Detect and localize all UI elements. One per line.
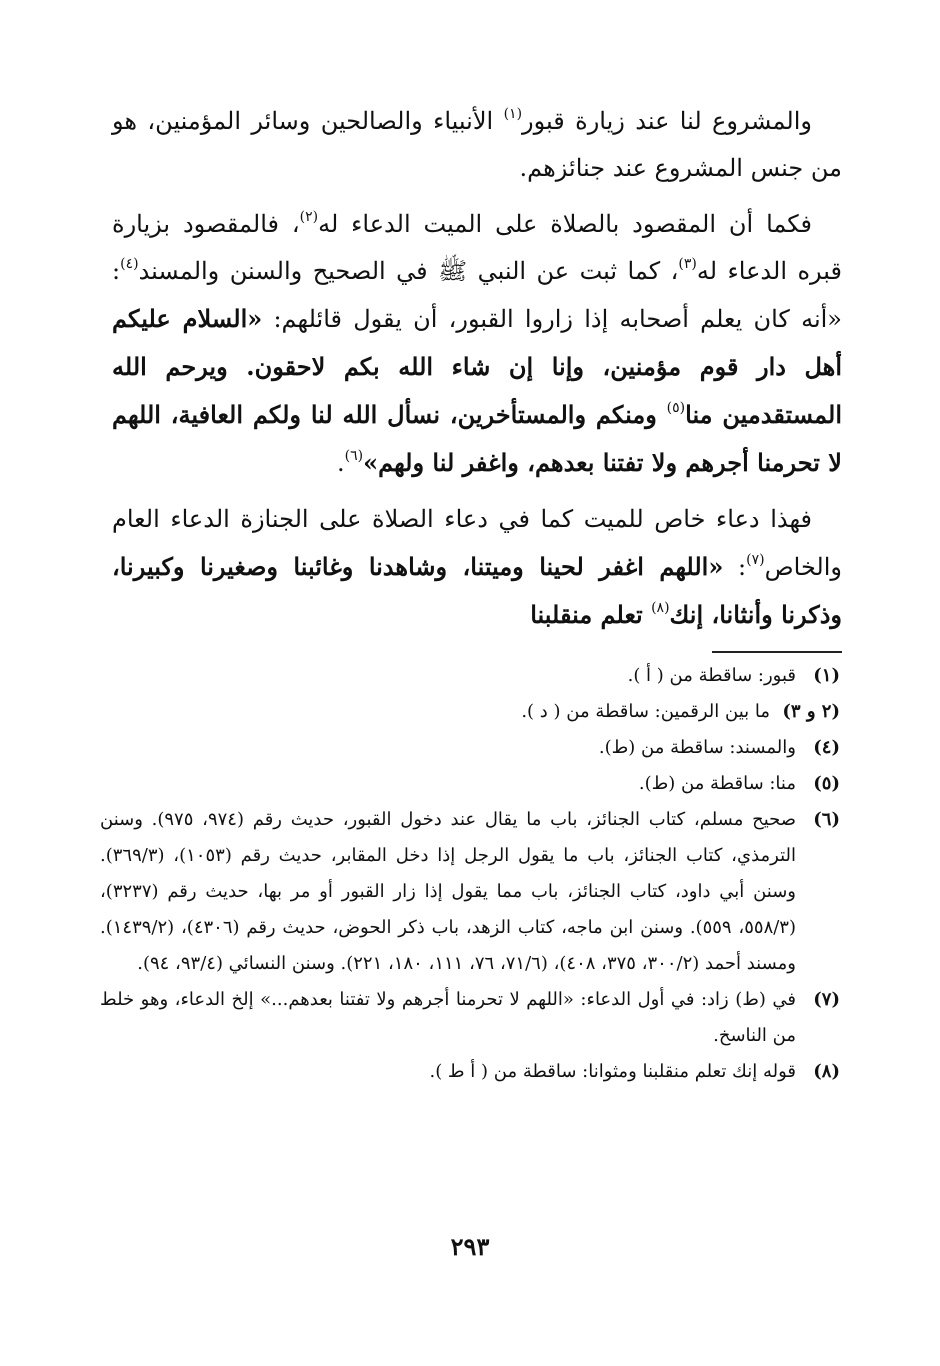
footnote-ref-6[interactable]: (٦) bbox=[344, 448, 364, 464]
footnote-text: صحيح مسلم، كتاب الجنائز، باب ما يقال عند دخول القبور، حديث رقم (٩٧٤، ٩٧٥). وسنن الترمذي، كتاب الجنائز، باب ما يقول الرجل إذا دخل المقابر، حديث رقم (١٠٥٣)، (٣٦٩/٣). وسنن أبي داود، كتاب الجنائز، باب مما يقول إذا زار القبور أو مر بها، حديث رقم (٣٢٣٧)، (٥٥٨/٣، ٥٥٩). وسنن ابن ماجه، كتاب الزهد، باب ذكر الحوض، حديث رقم (٤٣٠٦)، (١٤٣٩/٢). ومسند أحمد (٣٠٠/٢، ٣٧٥، ٤٠٨)، (٧١/٦، ٧٦، ١١١، ١٨٠، ٢٢١). وسنن النسائي (٩٣/٤، ٩٤). bbox=[100, 809, 797, 974]
footnote-ref-4[interactable]: (٤) bbox=[120, 256, 139, 272]
paragraph-2 bbox=[112, 201, 842, 487]
main-text bbox=[112, 98, 842, 648]
footnote-text: في (ط) زاد: في أول الدعاء: «اللهم لا تحرمنا أجرهم ولا تفتنا بعدهم...» إلخ الدعاء، وهو خلط من الناسخ. bbox=[100, 989, 796, 1046]
footnote-number: (٧) bbox=[813, 989, 840, 1010]
footnote bbox=[100, 730, 840, 766]
footnote-text: قبور: ساقطة من ( أ ). bbox=[627, 665, 796, 686]
hadith-quote: ومنكم والمستأخرين، نسأل الله لنا ولكم العافية، اللهم لا تحرمنا أجرهم ولا تفتنا بعدهم، واغفر لنا ولهم» bbox=[112, 400, 842, 477]
paragraph-text: والمشروع لنا عند زيارة قبور bbox=[522, 107, 813, 135]
paragraph-text: : bbox=[723, 553, 747, 581]
footnote bbox=[100, 1054, 840, 1090]
footnote-number: (٤) bbox=[813, 737, 840, 758]
paragraph-text: فكما أن المقصود بالصلاة على الميت الدعاء له bbox=[318, 210, 813, 238]
footnote-separator bbox=[712, 651, 842, 653]
footnote-number: (٨) bbox=[813, 1061, 840, 1082]
footnote bbox=[100, 694, 840, 730]
paragraph-text: الأنبياء والصالحين وسائر المؤمنين، هو من جنس المشروع عند جنائزهم. bbox=[112, 107, 842, 182]
paragraph-text: ، فالمقصود بزيارة قبره الدعاء له bbox=[112, 210, 842, 285]
hadith-quote: «السلام عليكم أهل دار قوم مؤمنين، وإنا إن شاء الله بكم لاحقون. ويرحم الله المستقدمين منا bbox=[112, 304, 842, 429]
footnote-ref-7[interactable]: (٧) bbox=[746, 552, 765, 568]
footnote-number: (١) bbox=[813, 665, 840, 686]
footnote-text: منا: ساقطة من (ط). bbox=[638, 773, 796, 794]
page-number: ٢٩٣ bbox=[450, 1232, 490, 1261]
footnotes bbox=[100, 658, 840, 1090]
footnote-ref-5[interactable]: (٥) bbox=[666, 400, 686, 416]
paragraph-text: : «أنه كان يعلم أصحابه إذا زاروا القبور، أن يقول قائلهم: bbox=[112, 257, 842, 333]
footnote-ref-8[interactable]: (٨) bbox=[651, 600, 670, 616]
paragraph-text: ، كما ثبت عن النبي ﷺ في الصحيح والسنن والمسند bbox=[138, 257, 679, 285]
footnote-text: والمسند: ساقطة من (ط). bbox=[598, 737, 796, 758]
footnote-text: قوله إنك تعلم منقلبنا ومثوانا: ساقطة من ( أ ط ). bbox=[429, 1061, 796, 1082]
footnote bbox=[100, 982, 840, 1054]
footnote bbox=[100, 658, 840, 694]
paragraph-1 bbox=[112, 98, 842, 192]
footnote-ref-1[interactable]: (١) bbox=[503, 106, 523, 122]
footnote bbox=[100, 766, 840, 802]
paragraph-3 bbox=[112, 496, 842, 639]
footnote-ref-3[interactable]: (٣) bbox=[678, 256, 697, 272]
footnote bbox=[100, 802, 840, 982]
paragraph-text: فهذا دعاء خاص للميت كما في دعاء الصلاة على الجنازة الدعاء العام والخاص bbox=[112, 505, 842, 581]
hadith-quote: «اللهم اغفر لحينا وميتنا، وشاهدنا وغائبنا وصغيرنا وكبيرنا، وذكرنا وأنثانا، إنك bbox=[112, 552, 842, 629]
hadith-quote: تعلم منقلبنا bbox=[530, 600, 652, 629]
footnote-text: ما بين الرقمين: ساقطة من ( د ). bbox=[521, 701, 770, 722]
paragraph-text: . bbox=[337, 449, 345, 477]
footnote-number: (٦) bbox=[813, 809, 840, 830]
footnote-number: (٥) bbox=[813, 773, 840, 794]
footnote-number: (٢ و ٣) bbox=[782, 701, 840, 722]
footnote-ref-2[interactable]: (٢) bbox=[299, 209, 319, 225]
